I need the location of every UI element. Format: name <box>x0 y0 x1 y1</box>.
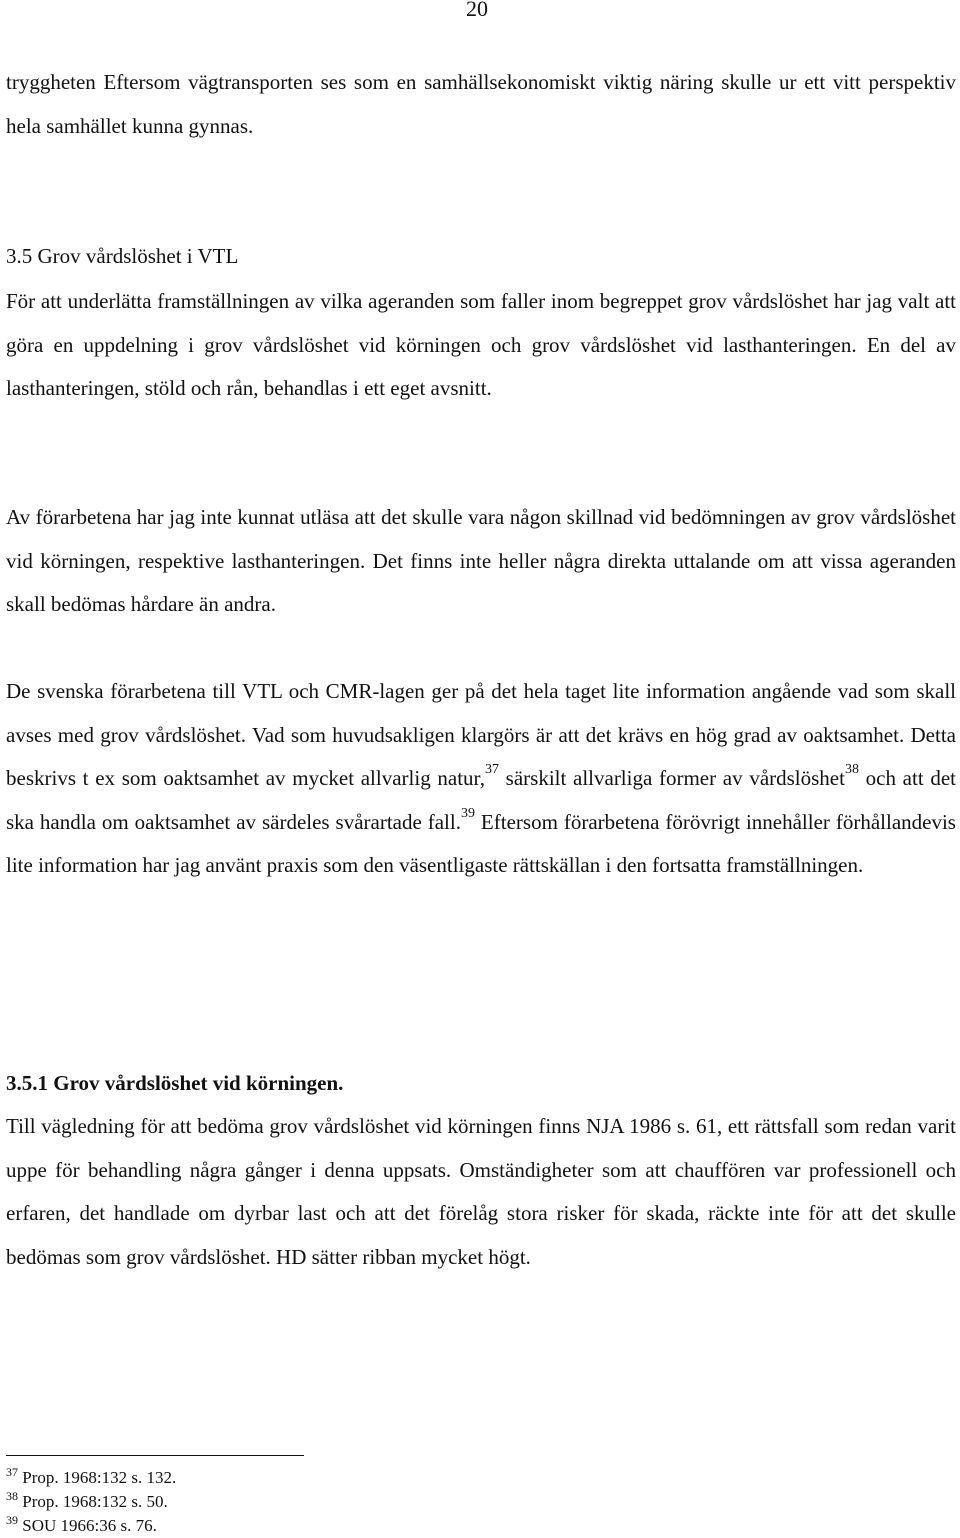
footnote-ref-37[interactable]: 37 <box>484 762 499 777</box>
paragraph-text: särskilt allvarliga former av vårdslöshet <box>498 766 845 790</box>
footnote-text: Prop. 1968:132 s. 50. <box>22 1492 168 1511</box>
section-heading-3-5-1: 3.5.1 Grov vårdslöshet vid körningen. <box>6 1071 344 1095</box>
footnote-text: Prop. 1968:132 s. 132. <box>22 1468 177 1487</box>
footnote-number: 38 <box>6 1489 18 1503</box>
paragraph-text: Eftersom förarbetena förövrigt innehåller förhållandevis lite information har jag använt praxis som den väsentligaste rättskällan i den fortsatta framställningen. <box>6 809 956 877</box>
section-heading-3-5: 3.5 Grov vårdslöshet i VTL <box>6 244 239 268</box>
intro-paragraph: tryggheten Eftersom vägtransporten ses som en samhällsekonomiskt viktig näring skulle ur ett vitt perspektiv hela samhället kunna gynnas. <box>6 70 956 138</box>
footnote-37 <box>6 1466 176 1490</box>
paragraph-3-5-2: Av förarbetena har jag inte kunnat utläsa att det skulle vara någon skillnad vid bedömningen av grov vårdslöshet vid körningen, respektive lasthanteringen. Det finns inte heller några direkta uttalande om att vissa ageranden skall bedömas hårdare än andra. <box>6 505 956 616</box>
footnote-number: 39 <box>6 1513 18 1527</box>
footnote-text: SOU 1966:36 s. 76. <box>22 1516 157 1535</box>
paragraph-3-5-1-1: Till vägledning för att bedöma grov vårdslöshet vid körningen finns NJA 1986 s. 61, ett rättsfall som redan varit uppe för behandling några gånger i denna uppsats. Omständigheter som att chauffören var professionell och erfaren, det handlade om dyrbar last och att det förelåg stora risker för skada, räckte inte för att det skulle bedömas som grov vårdslöshet. HD sätter ribban mycket högt. <box>6 1114 956 1269</box>
footnote-39 <box>6 1514 176 1538</box>
footnote-ref-39[interactable]: 39 <box>460 805 475 821</box>
footnote-separator <box>6 1455 304 1456</box>
paragraph-3-5-3 <box>6 670 956 888</box>
paragraph-text: och att det ska handla om oaktsamhet av särdeles svårartade fall. <box>6 766 956 834</box>
paragraph-3-5-1: För att underlätta framställningen av vilka ageranden som faller inom begreppet grov vårdslöshet har jag valt att göra en uppdelning i grov vårdslöshet vid körningen och grov vårdslöshet vid lasthanteringen. En del av lasthanteringen, stöld och rån, behandlas i ett eget avsnitt. <box>6 289 956 400</box>
footnote-38 <box>6 1490 176 1514</box>
footnote-ref-38[interactable]: 38 <box>844 762 859 777</box>
footnote-number: 37 <box>6 1465 18 1479</box>
page-number: 20 <box>466 0 488 21</box>
footnotes <box>6 1466 176 1538</box>
paragraph-text: De svenska förarbetena till VTL och CMR-lagen ger på det hela taget lite information angående vad som skall avses med grov vårdslöshet. Vad som huvudsakligen klargörs är att det krävs en hög grad av oaktsamhet. Detta beskrivs t ex som oaktsamhet av mycket allvarlig natur, <box>6 679 956 790</box>
